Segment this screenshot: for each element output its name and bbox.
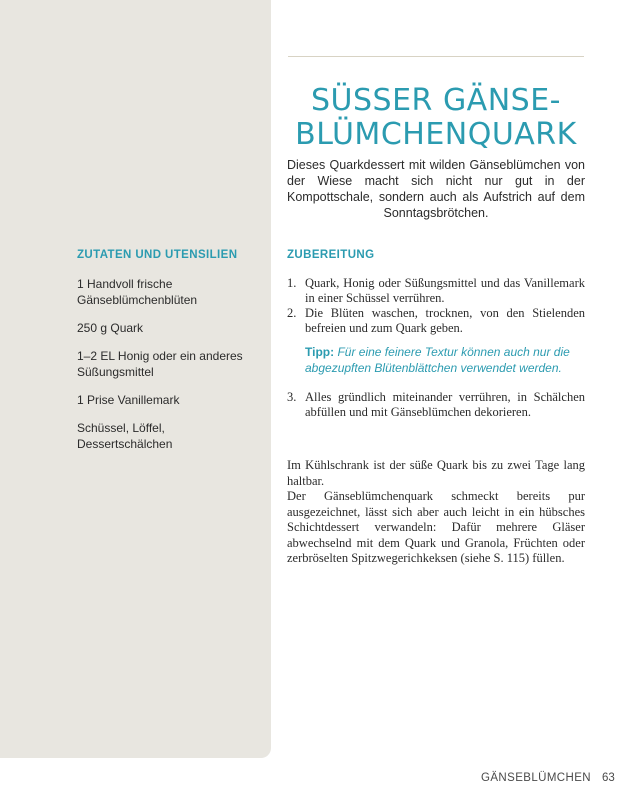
- page-number: 63: [602, 772, 615, 784]
- step-number: 3.: [287, 390, 297, 404]
- footer-chapter-label: GÄNSEBLÜMCHEN: [481, 772, 591, 784]
- ingredients-list: [77, 276, 257, 464]
- title-top-rule: [288, 56, 584, 57]
- ingredient-item: 250 g Quark: [77, 321, 144, 335]
- step-number: 1.: [287, 276, 297, 290]
- step-text: Die Blüten waschen, trocknen, von den Stielenden befreien und zum Quark geben.: [305, 306, 585, 335]
- outro-text: [287, 458, 585, 567]
- recipe-title: [280, 84, 592, 152]
- title-line-2: BLÜMCHENQUARK: [295, 117, 577, 153]
- preparation-heading: ZUBEREITUNG: [287, 249, 375, 261]
- tip-text: Für eine feinere Textur können auch nur die abgezupften Blütenblättchen verwendet werden.: [305, 345, 570, 375]
- tip-box: [305, 344, 585, 376]
- preparation-steps: [287, 276, 585, 420]
- ingredient-item: 1 Handvoll frische Gänseblümchenblüten: [77, 277, 198, 307]
- ingredient-item: 1 Prise Vanillemark: [77, 393, 180, 407]
- step-item: [287, 276, 585, 306]
- step-text: Alles gründlich miteinander verrühren, in Schälchen abfüllen und mit Gänseblümchen dekorieren.: [305, 390, 585, 419]
- outro-paragraph-2: Der Gänseblümchenquark schmeckt bereits pur ausgezeichnet, lässt sich aber auch leicht in ein hübsches Schichtdessert verwandeln: Dafür mehrere Gläser abwechselnd mit dem Quark und Granola, Früchten oder zerbröselten Spitzwegerichkeksen (siehe S. 115) füllen.: [287, 489, 585, 565]
- step-number: 2.: [287, 306, 297, 320]
- tip-label: Tipp:: [305, 345, 335, 359]
- outro-paragraph-1: Im Kühlschrank ist der süße Quark bis zu zwei Tage lang haltbar.: [287, 458, 585, 488]
- step-text: Quark, Honig oder Süßungsmittel und das Vanillemark in einer Schüssel verrühren.: [305, 276, 585, 305]
- step-item: [287, 390, 585, 420]
- ingredients-heading: ZUTATEN UND UTENSILIEN: [77, 249, 238, 261]
- intro-text: Dieses Quarkdessert mit wilden Gänseblümchen von der Wiese macht sich nicht nur gut in der Kompottschale, sondern auch als Aufstrich auf dem Sonntagsbrötchen.: [287, 158, 585, 220]
- ingredient-item: 1–2 EL Honig oder ein anderes Süßungsmittel: [77, 349, 243, 379]
- title-line-1: SÜSSER GÄNSE-: [311, 83, 561, 119]
- step-item: [287, 306, 585, 336]
- ingredient-item: Schüssel, Löffel, Dessertschälchen: [77, 421, 173, 451]
